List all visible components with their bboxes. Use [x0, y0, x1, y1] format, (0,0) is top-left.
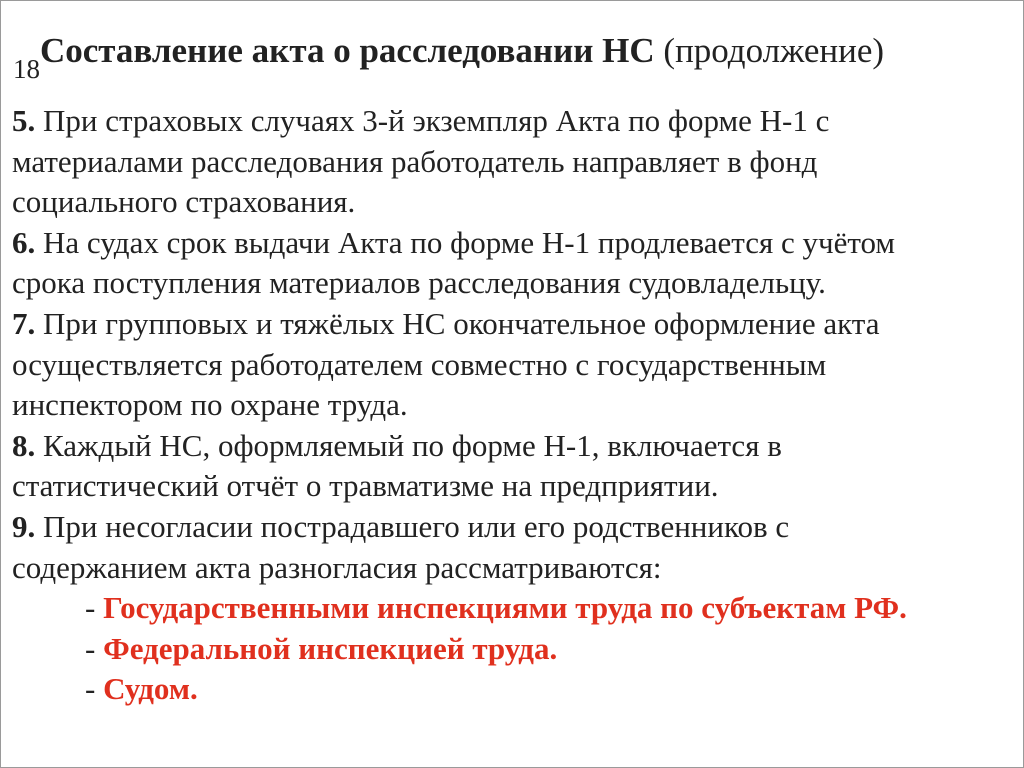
paragraph-line: статистический отчёт о травматизме на предприятии. [12, 468, 719, 504]
list-item-text: Государственными инспекциями труда по субъектам РФ. [103, 590, 907, 626]
paragraph-line: осуществляется работодателем совместно с государственным [12, 346, 827, 382]
paragraph-line: инспектором по охране труда. [12, 387, 408, 423]
paragraph-8 [12, 426, 1002, 507]
paragraph-number: 9. [12, 508, 36, 544]
list-item [12, 669, 1002, 710]
slide-title-suffix: (продолжение) [654, 31, 885, 70]
paragraph-line: При страховых случаях 3-й экземпляр Акта по форме Н-1 с [35, 103, 830, 138]
list-item [12, 629, 1002, 670]
paragraph-number: 6. [12, 224, 36, 260]
paragraph-line: материалами расследования работодатель направляет в фонд [12, 143, 818, 179]
paragraph-line: срока поступления материалов расследования судовладельцу. [12, 265, 826, 301]
list-item-text: Федеральной инспекцией труда. [103, 630, 558, 666]
bullet-dash: - [85, 630, 104, 666]
list-item [12, 588, 1002, 629]
paragraph-line: При несогласии пострадавшего или его родственников с [35, 508, 790, 544]
slide-number: 18 [13, 54, 40, 84]
paragraph-9 [12, 507, 1002, 588]
list-item-text: Судом. [103, 671, 198, 707]
slide-body [12, 101, 1002, 710]
paragraph-number: 8. [12, 427, 36, 463]
bullet-dash: - [85, 590, 104, 626]
paragraph-5 [12, 101, 1002, 223]
paragraph-7 [12, 304, 1002, 426]
paragraph-number: 7. [12, 305, 36, 341]
bullet-dash: - [85, 671, 104, 707]
paragraph-line: содержанием акта разногласия рассматриваются: [12, 549, 662, 585]
slide-title [40, 28, 884, 74]
paragraph-line: При групповых и тяжёлых НС окончательное оформление акта [35, 305, 880, 341]
paragraph-number: 5. [12, 103, 36, 138]
paragraph-line: Каждый НС, оформляемый по форме Н-1, включается в [35, 427, 782, 463]
paragraph-6 [12, 223, 1002, 304]
paragraph-line: На судах срок выдачи Акта по форме Н-1 продлевается с учётом [35, 224, 896, 260]
authority-list [12, 588, 1002, 710]
paragraph-line: социального страхования. [12, 184, 356, 220]
slide-title-main: Составление акта о расследовании НС [40, 31, 655, 70]
